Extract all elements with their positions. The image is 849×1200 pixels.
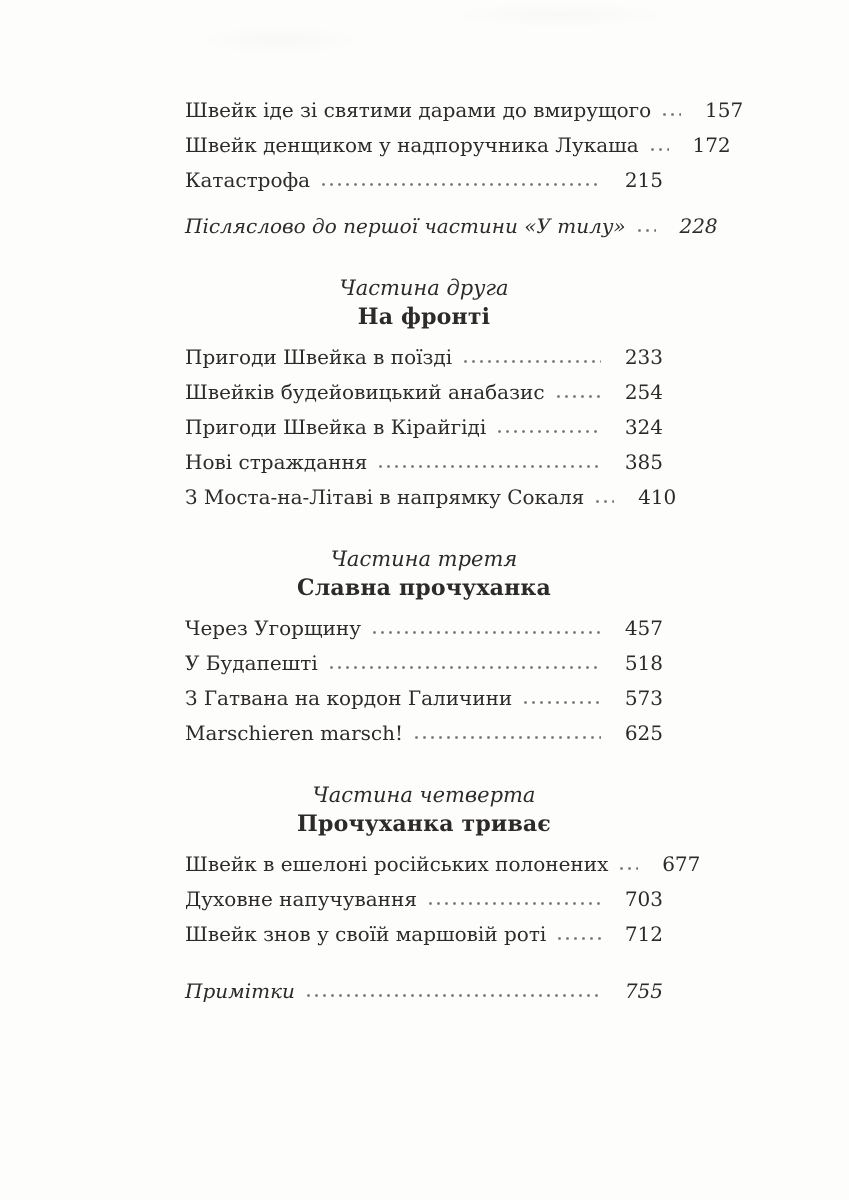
- toc-entry: [185, 611, 663, 646]
- dot-leader: [379, 464, 601, 469]
- toc-entry: [185, 847, 701, 882]
- entry-title: Пригоди Швейка в Кірайгіді: [185, 415, 487, 439]
- entry-page-number: 518: [624, 651, 663, 675]
- toc-entry: [185, 410, 663, 445]
- entry-page-number: 385: [624, 450, 663, 474]
- entry-page-number: 755: [624, 979, 663, 1003]
- dot-leader: [415, 735, 601, 740]
- entry-list: [185, 340, 677, 515]
- entry-page-number: 457: [624, 616, 663, 640]
- toc-entry: [185, 340, 663, 375]
- toc-section: [185, 274, 677, 515]
- dot-leader: [524, 700, 601, 705]
- entry-page-number: 410: [638, 485, 677, 509]
- toc-section: [185, 93, 744, 244]
- toc-entry: [185, 93, 744, 128]
- entry-page-number: 215: [624, 168, 663, 192]
- entry-page-number: 254: [624, 380, 663, 404]
- dot-leader: [663, 112, 681, 117]
- dot-leader: [651, 147, 669, 152]
- toc-entry: [185, 480, 677, 515]
- toc-section: [185, 781, 701, 1009]
- entry-title: Катастрофа: [185, 168, 311, 192]
- entry-page-number: 712: [624, 922, 663, 946]
- entry-page-number: 157: [705, 98, 744, 122]
- toc-entry: [185, 681, 663, 716]
- entry-list: [185, 611, 663, 751]
- toc-entry: [185, 917, 663, 952]
- toc-entry: [185, 163, 663, 198]
- entry-title: Нові страждання: [185, 450, 368, 474]
- dot-leader: [498, 429, 601, 434]
- part-label: Частина друга: [339, 276, 509, 300]
- part-title: Прочуханка триває: [297, 811, 551, 837]
- toc-entry: [185, 974, 663, 1009]
- dot-leader: [596, 499, 614, 504]
- toc-entry: [185, 646, 663, 681]
- dot-leader: [429, 901, 601, 906]
- entry-title: Пригоди Швейка в поїзді: [185, 345, 453, 369]
- entry-title: Швейк знов у своїй маршовій роті: [185, 922, 547, 946]
- entry-page-number: 677: [662, 852, 701, 876]
- entry-page-number: 625: [624, 721, 663, 745]
- entry-title: Швейк іде зі святими дарами до вмирущого: [185, 98, 652, 122]
- part-title: На фронті: [357, 304, 491, 330]
- part-header: [185, 274, 663, 332]
- toc-entry: [185, 375, 663, 410]
- entry-title: З Моста-на-Літаві в напрямку Сокаля: [185, 485, 585, 509]
- entry-title: Швейк денщиком у надпоручника Лукаша: [185, 133, 639, 157]
- toc-entry: [185, 445, 663, 480]
- entry-list: [185, 93, 744, 244]
- entry-title: Швейк в ешелоні російських полонених: [185, 852, 609, 876]
- dot-leader: [638, 228, 656, 233]
- entry-title: Через Угорщину: [185, 616, 361, 640]
- dot-leader: [620, 866, 638, 871]
- entry-title: Marschieren marsch!: [185, 721, 404, 745]
- part-header: [185, 781, 663, 839]
- entry-title: Примітки: [185, 979, 295, 1003]
- part-label: Частина третя: [330, 547, 518, 571]
- entry-list: [185, 847, 701, 1009]
- dot-leader: [322, 182, 601, 187]
- part-header: [185, 545, 663, 603]
- entry-page-number: 228: [679, 214, 718, 238]
- entry-title: З Гатвана на кордон Галичини: [185, 686, 513, 710]
- entry-title: Післяслово до першої частини «У тилу»: [185, 214, 626, 238]
- toc-section: [185, 545, 663, 751]
- dot-leader: [557, 394, 601, 399]
- part-label: Частина четверта: [312, 783, 536, 807]
- toc-entry: [185, 128, 731, 163]
- dot-leader: [307, 993, 601, 998]
- entry-page-number: 233: [624, 345, 663, 369]
- entry-title: У Будапешті: [185, 651, 318, 675]
- entry-title: Духовне напучування: [185, 887, 417, 911]
- dot-leader: [558, 936, 601, 941]
- entry-title: Швейків будейовицький анабазис: [185, 380, 545, 404]
- toc-entry: [185, 716, 663, 751]
- entry-page-number: 703: [624, 887, 663, 911]
- dot-leader: [330, 665, 601, 670]
- entry-page-number: 172: [692, 133, 731, 157]
- part-title: Славна прочуханка: [297, 575, 551, 601]
- entry-page-number: 573: [624, 686, 663, 710]
- dot-leader: [464, 359, 601, 364]
- toc-entry: [185, 882, 663, 917]
- entry-page-number: 324: [624, 415, 663, 439]
- toc-entry: [185, 209, 718, 244]
- dot-leader: [373, 630, 601, 635]
